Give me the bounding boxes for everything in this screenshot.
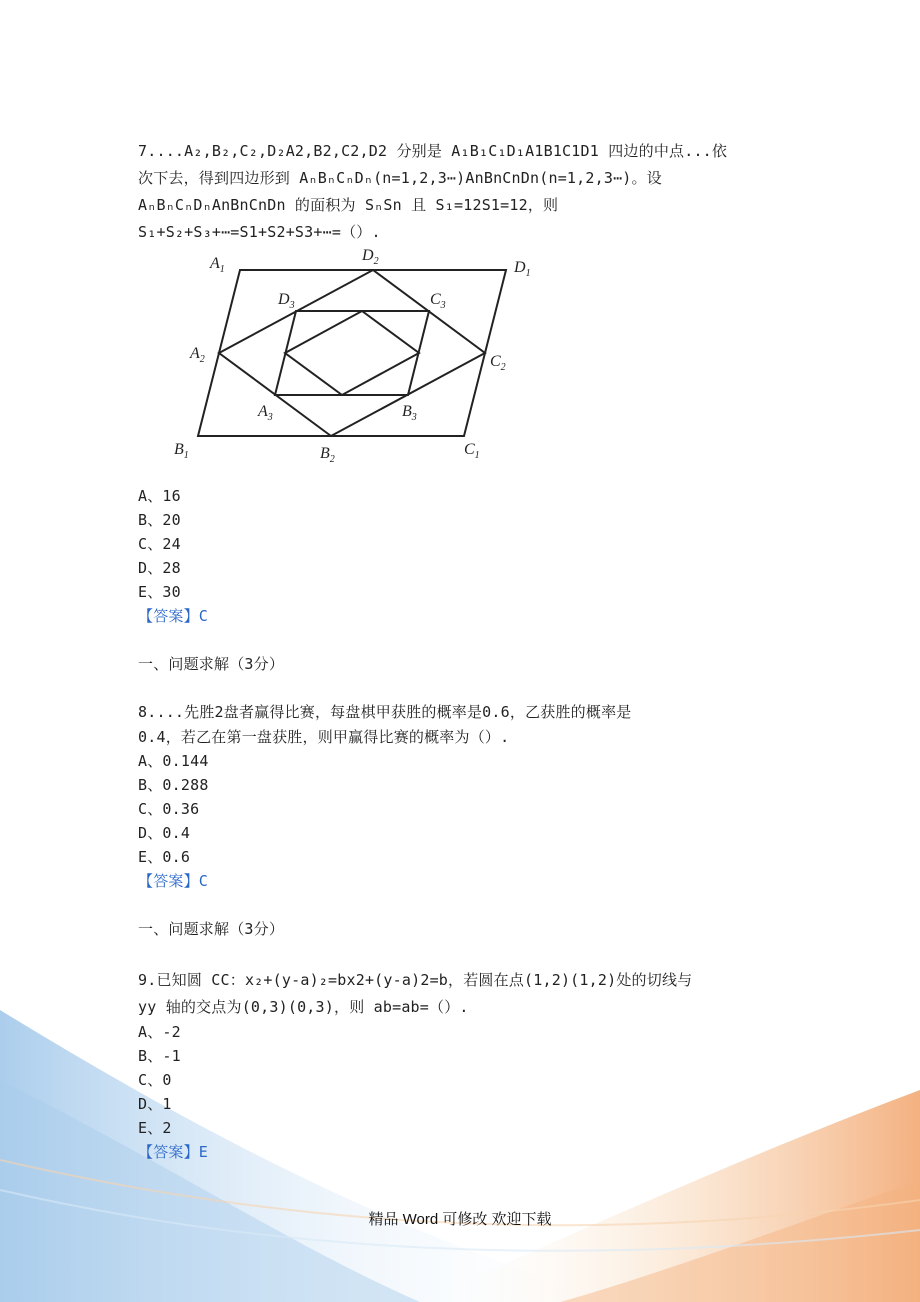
label-C2: $C_2$ (490, 353, 506, 373)
q8-answer: 【答案】C (138, 872, 209, 890)
q8-stem-line2: 0.4，若乙在第一盘获胜，则甲赢得比赛的概率为（）. (138, 728, 510, 746)
q7-stem-line3: AₙBₙCₙDₙAnBnCnDn 的面积为 SₙSn 且 S₁=12S1=12，则 (138, 196, 559, 214)
section-heading-2: 一、问题求解（3分） (138, 655, 285, 673)
q9-answer: 【答案】E (138, 1143, 209, 1161)
label-A3: $A_3$ (258, 403, 273, 423)
q8-option-b: B、0.288 (138, 776, 209, 794)
label-B2: $B_2$ (320, 445, 335, 465)
q9-option-a: A、-2 (138, 1023, 181, 1041)
label-B3: $B_3$ (402, 403, 417, 423)
quad-a3b3c3d3 (275, 311, 429, 395)
q8-option-e: E、0.6 (138, 848, 191, 866)
label-D1: $D_1$ (514, 259, 531, 279)
q9-option-b: B、-1 (138, 1047, 181, 1065)
label-A1-text: A (210, 255, 220, 272)
section-heading-3: 一、问题求解（3分） (138, 920, 285, 938)
q9-option-c: C、0 (138, 1071, 172, 1089)
q7-stem-line1: 7....A₂,B₂,C₂,D₂A2,B2,C2,D2 分别是 A₁B₁C₁D₁A1B1C1D1 四边的中点...依 (138, 142, 728, 160)
q7-option-b: B、20 (138, 511, 181, 529)
q9-stem-line1: 9.已知圆 CC：x₂+(y-a)₂=bx2+(y-a)2=b，若圆在点(1,2)(1,2)处的切线与 (138, 971, 693, 989)
quad-a4b4c4d4 (285, 311, 419, 395)
quad-a1b1c1d1 (198, 270, 506, 436)
nested-quadrilateral-figure (168, 244, 548, 466)
q7-option-e: E、30 (138, 583, 181, 601)
q8-option-a: A、0.144 (138, 752, 209, 770)
q8-stem-line1: 8....先胜2盘者赢得比赛，每盘棋甲获胜的概率是0.6，乙获胜的概率是 (138, 703, 632, 721)
label-D2: $D_2$ (362, 247, 379, 267)
q9-option-d: D、1 (138, 1095, 172, 1113)
q8-option-d: D、0.4 (138, 824, 191, 842)
q7-option-d: D、28 (138, 559, 181, 577)
label-A1: $A_1$ (210, 255, 225, 275)
q7-stem-line4: S₁+S₂+S₃+⋯=S1+S2+S3+⋯=（）. (138, 223, 381, 241)
label-C1: $C_1$ (464, 441, 480, 461)
q8-option-c: C、0.36 (138, 800, 200, 818)
q9-stem-line2: yy 轴的交点为(0,3)(0,3)，则 ab=ab=（）. (138, 998, 469, 1016)
q7-option-c: C、24 (138, 535, 181, 553)
label-A2: $A_2$ (190, 345, 205, 365)
page-footer: 精品 Word 可修改 欢迎下载 (368, 1211, 552, 1228)
q7-answer: 【答案】C (138, 607, 209, 625)
q7-stem-line2: 次下去，得到四边形到 AₙBₙCₙDₙ(n=1,2,3⋯)AnBnCnDn(n=1,2,3⋯)。设 (138, 169, 662, 187)
label-B1: $B_1$ (174, 441, 189, 461)
label-C3: $C_3$ (430, 291, 446, 311)
q9-option-e: E、2 (138, 1119, 172, 1137)
label-D3: $D_3$ (278, 291, 295, 311)
q7-option-a: A、16 (138, 487, 181, 505)
